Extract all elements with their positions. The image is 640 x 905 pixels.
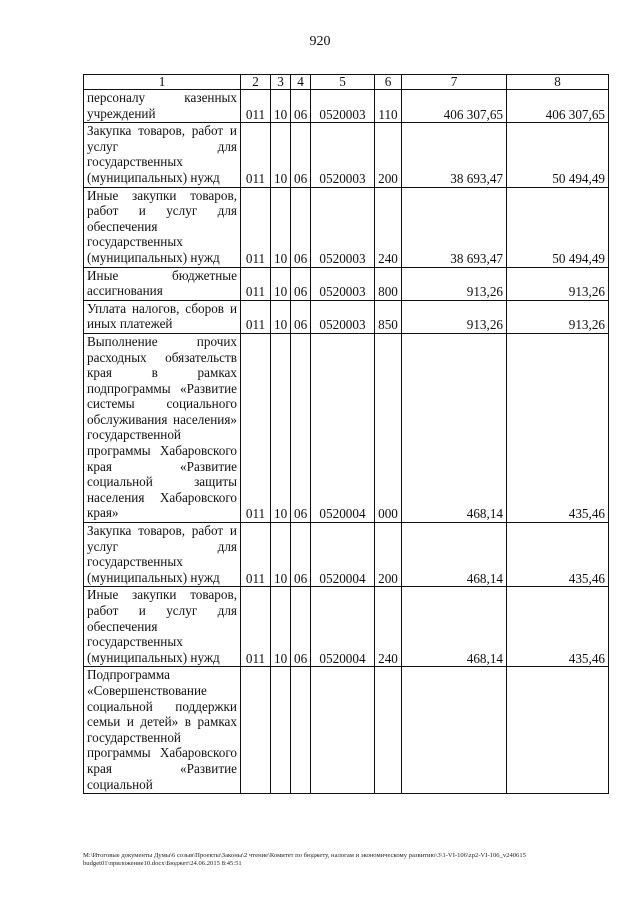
row-subsection: 06 <box>291 123 311 187</box>
row-name: Иные закупки товаров, работ и услуг для обеспечения государственных (муниципальных) нужд <box>84 187 241 267</box>
header-row <box>84 75 609 90</box>
row-target-article: 0520003 <box>311 267 375 300</box>
row-expense-type <box>375 667 402 794</box>
row-section: 10 <box>271 267 291 300</box>
header-col-6: 6 <box>375 75 402 90</box>
row-expense-type: 240 <box>375 187 402 267</box>
row-name: Уплата налогов, сборов и иных платежей <box>84 300 241 333</box>
header-col-2: 2 <box>241 75 271 90</box>
row-expense-type: 200 <box>375 123 402 187</box>
row-subsection: 06 <box>291 187 311 267</box>
row-target-article: 0520003 <box>311 90 375 123</box>
row-section: 10 <box>271 123 291 187</box>
row-name: Иные закупки товаров, работ и услуг для обеспечения государственных (муниципальных) нужд <box>84 587 241 667</box>
row-ministry-code: 011 <box>241 187 271 267</box>
row-amount-2: 50 494,49 <box>507 123 609 187</box>
page-number: 920 <box>309 34 331 49</box>
row-target-article <box>311 667 375 794</box>
table-row <box>84 667 609 794</box>
table-row <box>84 187 609 267</box>
row-amount-1: 913,26 <box>402 267 507 300</box>
table-row <box>84 587 609 667</box>
row-target-article: 0520003 <box>311 123 375 187</box>
row-expense-type: 850 <box>375 300 402 333</box>
row-name: Закупка товаров, работ и услуг для государственных (муниципальных) нужд <box>84 523 241 587</box>
row-section: 10 <box>271 300 291 333</box>
table-row <box>84 90 609 123</box>
row-subsection: 06 <box>291 333 311 522</box>
row-target-article: 0520004 <box>311 523 375 587</box>
row-target-article: 0520004 <box>311 333 375 522</box>
row-amount-1: 38 693,47 <box>402 187 507 267</box>
row-ministry-code: 011 <box>241 123 271 187</box>
table-row <box>84 300 609 333</box>
row-ministry-code: 011 <box>241 300 271 333</box>
header-col-3: 3 <box>271 75 291 90</box>
row-amount-1: 38 693,47 <box>402 123 507 187</box>
row-amount-2: 913,26 <box>507 300 609 333</box>
row-expense-type: 110 <box>375 90 402 123</box>
row-amount-1: 913,26 <box>402 300 507 333</box>
table-row <box>84 123 609 187</box>
row-section: 10 <box>271 587 291 667</box>
header-col-4: 4 <box>291 75 311 90</box>
row-section: 10 <box>271 187 291 267</box>
table-row <box>84 267 609 300</box>
row-amount-2: 406 307,65 <box>507 90 609 123</box>
row-target-article: 0520003 <box>311 300 375 333</box>
document-file-path: M:\Итоговые документы Думы\6 созыв\Проекты\Законы\2 чтение\Комитет по бюджету, налогам и экономическому развитию\3\1-VI-106\zp2-VI-106_v240615 budget01\приложение10.docx\Бюджет\24.06.2015 8:45:51 <box>83 852 526 867</box>
row-target-article: 0520003 <box>311 187 375 267</box>
header-col-1: 1 <box>84 75 241 90</box>
row-name: Выполнение прочих расходных обязательств края в рамках подпрограммы «Развитие системы социального обслуживания населения» государственной программы Хабаровского края «Развитие социальной защиты населения Хабаровского края» <box>84 333 241 522</box>
row-subsection: 06 <box>291 587 311 667</box>
table-row <box>84 333 609 522</box>
row-expense-type: 200 <box>375 523 402 587</box>
row-expense-type: 240 <box>375 587 402 667</box>
row-ministry-code: 011 <box>241 267 271 300</box>
row-amount-2: 435,46 <box>507 523 609 587</box>
row-subsection: 06 <box>291 267 311 300</box>
row-subsection: 06 <box>291 90 311 123</box>
row-amount-2 <box>507 667 609 794</box>
row-section: 10 <box>271 90 291 123</box>
row-amount-2: 50 494,49 <box>507 187 609 267</box>
budget-table <box>83 74 609 794</box>
row-amount-1: 406 307,65 <box>402 90 507 123</box>
row-amount-1: 468,14 <box>402 333 507 522</box>
row-amount-1: 468,14 <box>402 523 507 587</box>
row-expense-type: 000 <box>375 333 402 522</box>
row-amount-2: 435,46 <box>507 333 609 522</box>
row-section: 10 <box>271 523 291 587</box>
header-col-5: 5 <box>311 75 375 90</box>
row-section: 10 <box>271 333 291 522</box>
row-name: персоналу казенных учреждений <box>84 90 241 123</box>
row-amount-1: 468,14 <box>402 587 507 667</box>
row-subsection <box>291 667 311 794</box>
header-col-7: 7 <box>402 75 507 90</box>
row-amount-2: 435,46 <box>507 587 609 667</box>
row-amount-2: 913,26 <box>507 267 609 300</box>
row-ministry-code: 011 <box>241 333 271 522</box>
row-amount-1 <box>402 667 507 794</box>
row-subsection: 06 <box>291 523 311 587</box>
row-target-article: 0520004 <box>311 587 375 667</box>
table-row <box>84 523 609 587</box>
row-name: Подпрограмма «Совершенствование социальной поддержки семьи и детей» в рамках государственной программы Хабаровского края «Развитие социальной <box>84 667 241 794</box>
row-ministry-code: 011 <box>241 90 271 123</box>
row-ministry-code: 011 <box>241 523 271 587</box>
header-col-8: 8 <box>507 75 609 90</box>
row-subsection: 06 <box>291 300 311 333</box>
row-name: Иные бюджетные ассигнования <box>84 267 241 300</box>
row-name: Закупка товаров, работ и услуг для государственных (муниципальных) нужд <box>84 123 241 187</box>
row-ministry-code: 011 <box>241 587 271 667</box>
row-ministry-code <box>241 667 271 794</box>
row-section <box>271 667 291 794</box>
row-expense-type: 800 <box>375 267 402 300</box>
